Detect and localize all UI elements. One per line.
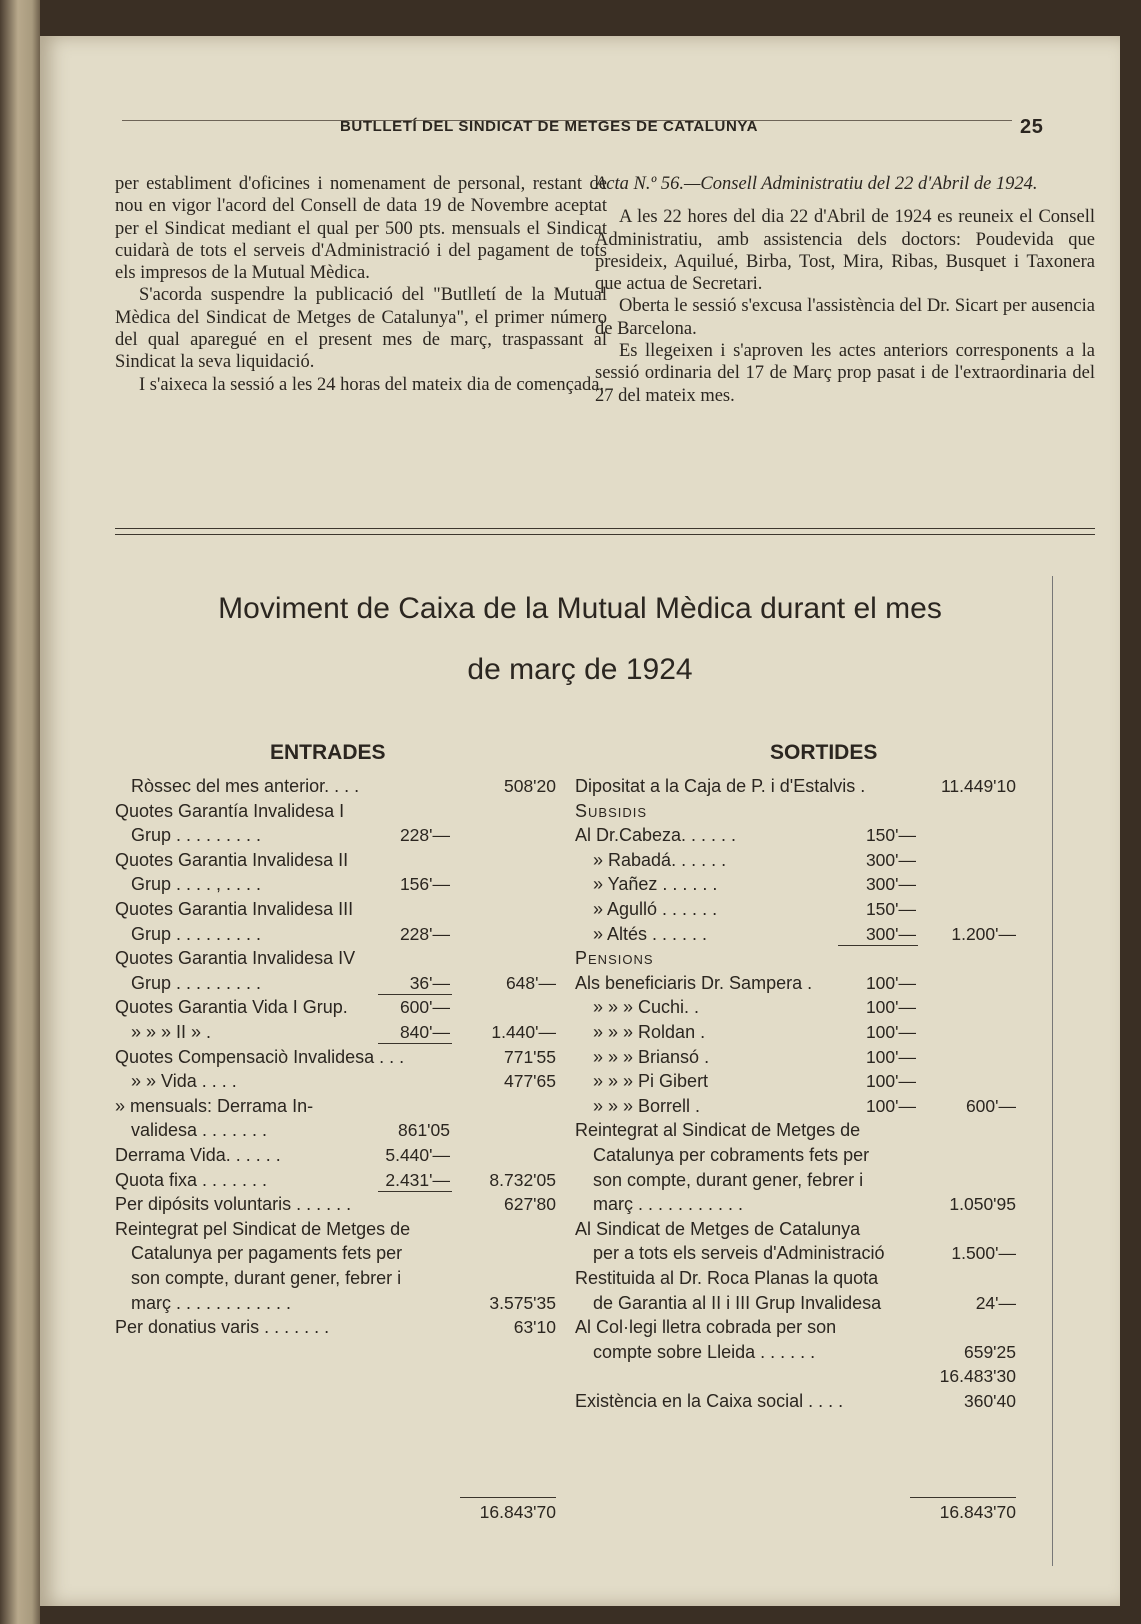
sortides-row-subamount: 300'— — [865, 874, 916, 895]
sortides-row-label: » Yañez . . . . . . — [593, 874, 718, 895]
sortides-row-label: Existència en la Caixa social . . . . — [575, 1391, 844, 1411]
sortides-row-label: » Altés . . . . . . — [593, 923, 708, 944]
entrades-row-subamount: 228'— — [399, 923, 450, 944]
entrades-row-label: » » Vida . . . . — [131, 1071, 237, 1092]
entrades-row-label: » mensuals: Derrama In- — [115, 1095, 314, 1116]
entrades-row-label: Grup . . . . . . . . . — [131, 923, 262, 944]
entrades-row-label: son compte, durant gener, febrer i — [131, 1268, 402, 1288]
entrades-heading: ENTRADES — [270, 741, 386, 764]
entrades-row-total: 1.440'— — [491, 1022, 556, 1042]
entrades-row-subamount: 861'05 — [397, 1120, 450, 1141]
entrades-row-subamount: 5.440'— — [385, 1145, 450, 1165]
right-paragraph-1: A les 22 hores del dia 22 d'Abril de 1924 es reuneix el Consell Administratiu, amb assistencia dels doctors: Poudevida que presideix, Aquilué, Birba, Tost, Mira, Ribas, Busquet i Taxonera que actua de Secretari. — [595, 207, 1095, 295]
right-text-column — [595, 173, 1095, 407]
entrades-row-label: Catalunya per pagaments fets per — [131, 1243, 403, 1264]
sortides-row-total: 360'40 — [963, 1391, 1016, 1411]
scanned-page — [40, 36, 1120, 1606]
entrades-row-label: Per donatius varis . . . . . . . — [115, 1317, 330, 1338]
sortides-row-subamount: 100'— — [865, 997, 916, 1018]
entrades-row-label: març . . . . . . . . . . . . — [131, 1292, 292, 1313]
entrades-row-subamount: 2.431'— — [385, 1169, 450, 1190]
sortides-row-subamount: 150'— — [865, 825, 916, 846]
entrades-total: 16.843'70 — [479, 1502, 556, 1522]
entrades-row-label: Quotes Garantía Invalidesa I — [115, 800, 345, 821]
sortides-row-label: Reintegrat al Sindicat de Metges de — [575, 1120, 861, 1141]
entrades-row-total: 508'20 — [503, 776, 556, 796]
sortides-row-subamount: 150'— — [865, 899, 916, 919]
sortides-row-label: Al Col·legi lletra cobrada per son — [575, 1317, 837, 1338]
sortides-row-label: » » » Cuchi. . — [593, 997, 700, 1018]
sortides-row-total: 16.483'30 — [939, 1366, 1016, 1387]
entrades-row-total: 8.732'05 — [489, 1169, 556, 1190]
sortides-row-subamount: 100'— — [865, 1071, 916, 1092]
entrades-subtotal-rule — [378, 1191, 452, 1192]
sortides-row-label: » Rabadá. . . . . . — [593, 849, 727, 870]
sortides-row-subamount: 100'— — [865, 972, 916, 993]
entrades-row-label: Grup . . . . , . . . . — [131, 874, 262, 895]
entrades-row-subamount: 840'— — [399, 1022, 450, 1042]
sortides-row-label: son compte, durant gener, febrer i — [593, 1169, 864, 1190]
entrades-row-total: 627'80 — [503, 1194, 556, 1215]
report-title-line-2: de març de 1924 — [467, 653, 693, 686]
sortides-row-label: Pensions — [575, 948, 654, 969]
report-title-line-1: Moviment de Caixa de la Mutual Mèdica durant el mes — [218, 592, 942, 625]
sortides-row-label: compte sobre Lleida . . . . . . — [593, 1341, 816, 1362]
sortides-row-label: Al Sindicat de Metges de Catalunya — [575, 1218, 861, 1239]
sortides-row-label: Dipositat a la Caja de P. i d'Estalvis . — [575, 776, 866, 796]
entrades-row-label: Quotes Garantia Invalidesa III — [115, 899, 354, 919]
sortides-row-label: per a tots els serveis d'Administració — [593, 1243, 885, 1264]
sortides-row-label: Catalunya per cobraments fets per — [593, 1145, 870, 1165]
left-paragraph-2: S'acorda suspendre la publicació del "Butlletí de la Mutual Mèdica del Sindicat de Metges de Catalunya", el primer número del qual aparegué en el present mes de març, traspassant al Sindicat la seva liquidació. — [115, 285, 607, 373]
sortides-heading: SORTIDES — [770, 741, 878, 764]
sortides-row-label: » » » Borrell . — [593, 1095, 701, 1116]
sortides-row-total: 1.200'— — [951, 923, 1016, 944]
sortides-row-subamount: 100'— — [865, 1095, 916, 1116]
sortides-row-total: 659'25 — [963, 1341, 1016, 1362]
acta-heading: Acta N.º 56.—Consell Administratiu del 22 d'Abril de 1924. — [595, 174, 1038, 194]
entrades-row-total: 648'— — [505, 972, 556, 993]
entrades-row-subamount: 156'— — [399, 874, 450, 895]
entrades-row-total: 63'10 — [513, 1317, 556, 1338]
sortides-row-label: Subsidis — [575, 800, 648, 821]
left-paragraph-3: I s'aixeca la sessió a les 24 horas del mateix dia de començada. — [139, 374, 605, 395]
entrades-row-label: » » » II » . — [131, 1022, 212, 1042]
sortides-row-label: de Garantia al II i III Grup Invalidesa — [593, 1292, 882, 1313]
running-title: BUTLLETÍ DEL SINDICAT DE METGES DE CATALUNYA — [340, 118, 759, 135]
entrades-row-total: 477'65 — [503, 1071, 556, 1092]
entrades-row-label: validesa . . . . . . . — [131, 1120, 268, 1141]
entrades-row-subamount: 600'— — [399, 997, 450, 1018]
sortides-row-label: » » » Roldan . — [593, 1022, 706, 1042]
entrades-subtotal-rule — [378, 1043, 452, 1044]
entrades-subtotal-rule — [378, 994, 452, 995]
entrades-row-label: Derrama Vida. . . . . . — [115, 1145, 281, 1165]
sortides-row-total: 24'— — [975, 1292, 1016, 1313]
page-number: 25 — [1020, 116, 1044, 138]
entrades-row-total: 771'55 — [503, 1046, 556, 1067]
entrades-row-label: Quota fixa . . . . . . . — [115, 1169, 268, 1190]
sortides-row-total: 600'— — [965, 1095, 1016, 1116]
section-rule-top — [115, 528, 1095, 529]
sortides-row-label: Als beneficiaris Dr. Sampera . — [575, 972, 813, 993]
entrades-row-label: Quotes Garantia Vida I Grup. — [115, 997, 348, 1018]
sortides-row-label: » » » Pi Gibert — [593, 1071, 709, 1092]
margin-line — [1052, 576, 1053, 1566]
right-paragraph-2: Oberta le sessió s'excusa l'assistència del Dr. Sicart per ausencia de Barcelona. — [595, 296, 1095, 339]
sortides-total: 16.843'70 — [939, 1502, 1016, 1522]
book-binding — [0, 0, 40, 1624]
sortides-row-subamount: 300'— — [865, 849, 916, 870]
sortides-row-subamount: 100'— — [865, 1046, 916, 1067]
entrades-row-label: Quotes Garantia Invalidesa IV — [115, 948, 356, 969]
entrades-row-label: Grup . . . . . . . . . — [131, 972, 262, 993]
entrades-row-subamount: 228'— — [399, 825, 450, 846]
sortides-row-label: Al Dr.Cabeza. . . . . . — [575, 825, 737, 846]
entrades-row-total: 3.575'35 — [489, 1292, 556, 1313]
right-paragraph-3: Es llegeixen i s'aproven les actes anteriors corresponents a la sessió ordinaria del 17 de Març prop pasat i de l'extraordinaria del 27 del mateix mes. — [595, 341, 1095, 406]
sortides-row-label: març . . . . . . . . . . . — [593, 1194, 744, 1215]
entrades-row-label: Grup . . . . . . . . . — [131, 825, 262, 846]
sortides-row-total: 1.500'— — [951, 1243, 1016, 1264]
left-text-column — [115, 173, 607, 396]
left-paragraph-1: per establiment d'oficines i nomenament de personal, restant de nou en vigor l'acord del Consell de data 19 de Novembre aceptat per el Sindicat mediant el qual per 500 pts. mensuals el Sindicat cuidarà de tots el serveis d'Administració i del pagament de tots els impresos de la Mutual Mèdica. — [115, 174, 607, 284]
entrades-row-label: Ròssec del mes anterior. . . . — [131, 776, 360, 796]
sortides-row-label: » » » Briansó . — [593, 1046, 710, 1067]
entrades-row-label: Per dipósits voluntaris . . . . . . — [115, 1194, 352, 1215]
entrades-row-label: Quotes Compensaciò Invalidesa . . . — [115, 1046, 405, 1067]
section-rule-bottom — [115, 534, 1095, 535]
entrades-row-label: Reintegrat pel Sindicat de Metges de — [115, 1218, 411, 1239]
entrades-row-subamount: 36'— — [409, 972, 450, 993]
sortides-row-total: 11.449'10 — [940, 776, 1016, 796]
sortides-row-label: Restituida al Dr. Roca Planas la quota — [575, 1268, 879, 1288]
sortides-row-subamount: 300'— — [865, 923, 916, 944]
sortides-row-label: » Agulló . . . . . . — [593, 899, 718, 919]
entrades-row-label: Quotes Garantia Invalidesa II — [115, 849, 349, 870]
sortides-row-total: 1.050'95 — [949, 1194, 1016, 1215]
sortides-total-rule — [910, 1497, 1016, 1498]
entrades-total-rule — [460, 1497, 556, 1498]
sortides-row-subamount: 100'— — [865, 1022, 916, 1042]
sortides-subtotal-rule — [838, 945, 918, 946]
